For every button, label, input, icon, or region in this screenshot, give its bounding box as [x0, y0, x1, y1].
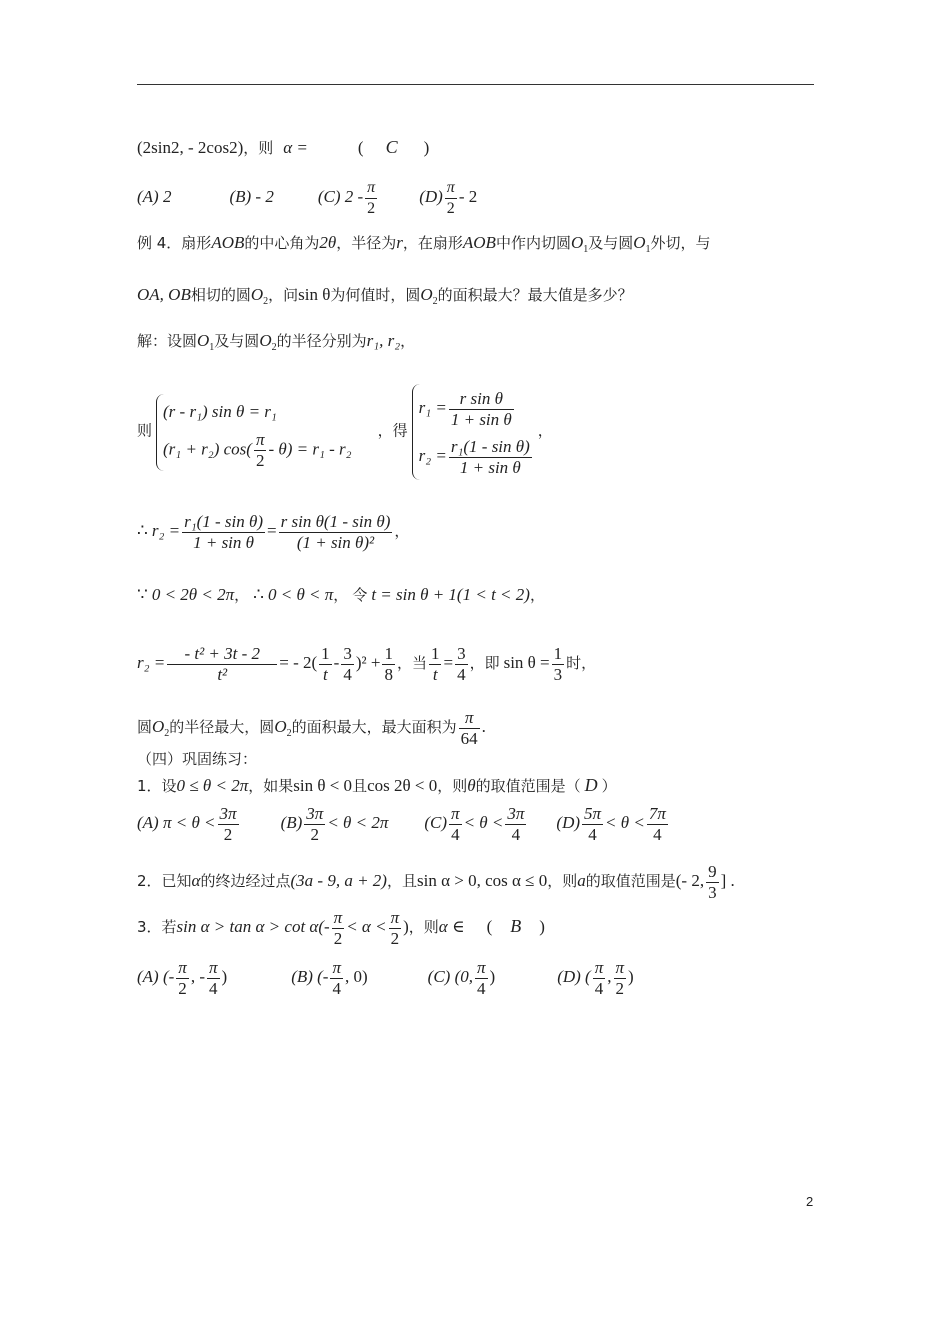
- text: ，: [400, 332, 416, 350]
- circle-o2: O: [250, 285, 264, 304]
- namely-text: ，即: [469, 654, 500, 673]
- option-c: (C) 2 -: [317, 187, 364, 207]
- exercise-3-options: [137, 958, 634, 999]
- text: ，且: [386, 872, 417, 891]
- comma: ，: [529, 586, 545, 604]
- exercise-1-options: [137, 804, 670, 845]
- fraction-1: $\frac{\text{r₁(1 - sin θ)}}{\text{1 + sin θ}}$: [184, 512, 264, 552]
- fraction: $\frac{\pi}{2}$: [615, 958, 625, 998]
- minus: -: [333, 653, 340, 673]
- equals: =: [443, 653, 454, 673]
- option-c: (C): [424, 813, 448, 833]
- paren: ): [221, 967, 228, 987]
- option-d: (D) (: [557, 967, 591, 987]
- equals: =: [267, 521, 277, 541]
- comma: ，: [394, 522, 410, 541]
- circle-o1: O: [197, 331, 210, 350]
- fraction: $\frac{\pi}{4}$: [208, 958, 218, 998]
- when-text: ，当: [396, 654, 427, 673]
- header-rule: [137, 84, 814, 85]
- exercise-2: [137, 862, 735, 903]
- answer-d: D: [584, 775, 598, 795]
- exercises-heading: [137, 748, 257, 771]
- example4-label: 例 4．扇形: [137, 234, 212, 252]
- example4-line2: OA, OB相切的圆$O_2$，问sin θ为何值时，圆$O_2$的面积最大？最大值是多少？: [137, 285, 633, 307]
- circle-o1: O: [633, 233, 646, 252]
- text: 3．若: [137, 918, 177, 937]
- text: ，则: [437, 777, 468, 795]
- option-d: (D): [556, 813, 581, 833]
- answer-range-end: ] .: [720, 871, 735, 891]
- r2-formula: r₂ = $\frac{\text{r₁(1 - sin θ)}}{\text{1 + sin θ}}$: [418, 436, 530, 477]
- fraction-1-over-3: $\frac{1}{3}$: [553, 644, 563, 684]
- condition-2: cos 2θ < 0: [367, 776, 438, 795]
- paren: ): [628, 967, 634, 987]
- text: ，则: [547, 872, 578, 891]
- text: 的面积最大？最大值是多少？: [437, 286, 633, 304]
- squared-plus: )² +: [355, 653, 381, 673]
- text: 的取值范围是: [585, 872, 676, 891]
- inequality-2: 0 < θ < π: [267, 585, 334, 604]
- question-continuation: [137, 136, 429, 160]
- fraction: $\frac{\pi}{4}$: [451, 804, 460, 844]
- sector-name: AOB: [462, 233, 496, 252]
- heading-text: （四）巩固练习：: [137, 750, 258, 768]
- derivation-line1: [137, 512, 409, 553]
- fraction: $\frac{\pi}{2}$: [333, 908, 343, 948]
- theta: θ: [467, 776, 476, 795]
- circle-o2: O: [152, 717, 165, 737]
- text: ，如果: [248, 777, 294, 795]
- example4-line1: 例 4．扇形AOB的中心角为2θ，半径为r，在扇形AOB中作内切圆$O_1$及与圆$O_1$外切，与: [137, 233, 711, 255]
- comma: ，: [537, 421, 553, 440]
- text: ，半径为: [336, 234, 397, 252]
- radius: r: [396, 233, 403, 252]
- text: 中作内切圆: [495, 234, 571, 252]
- fraction-1-over-t: $\frac{1}{t}$: [430, 644, 440, 684]
- alpha-in: α ∈: [438, 917, 465, 937]
- options-row: [137, 178, 477, 219]
- equation-system-right: [412, 384, 534, 480]
- circle-o2: O: [274, 717, 287, 737]
- text: 为何值时，圆: [330, 286, 421, 304]
- text: 的面积最大，最大面积为: [291, 718, 457, 737]
- get-text: ，得: [377, 421, 408, 440]
- paren: ): [489, 967, 496, 987]
- paren-open: (: [486, 917, 493, 937]
- text: 及与圆: [214, 332, 260, 350]
- text: 相切的圆: [190, 286, 251, 304]
- tangent-lines: OA, OB: [137, 285, 191, 304]
- fraction: $\frac{3\pi}{4}$: [507, 804, 525, 844]
- paren-open: (: [357, 138, 364, 157]
- r2-label: r₂ =: [137, 653, 166, 673]
- exercise-3: [137, 908, 545, 949]
- option-b: (B): [280, 813, 303, 833]
- therefore-symbol: ∴: [253, 585, 264, 604]
- sector-name: AOB: [211, 233, 245, 252]
- option-a: (A) (-: [137, 967, 175, 987]
- text: 的取值范围是（: [475, 777, 581, 795]
- radii: r₁, r₂: [366, 331, 401, 350]
- page-number: 2: [806, 1194, 814, 1209]
- option-c: (C) (0,: [427, 967, 473, 987]
- text: 2．已知: [137, 872, 192, 891]
- text: ，问: [268, 286, 299, 304]
- comma: ，: [333, 586, 349, 604]
- sin-equals: sin θ =: [503, 653, 550, 673]
- therefore-symbol: ∴: [137, 521, 148, 541]
- fraction-3-over-4: $\frac{3}{4}$: [343, 644, 352, 684]
- solution-label: 解：设圆: [137, 332, 198, 350]
- theta-range: 0 ≤ θ < 2π: [176, 776, 249, 795]
- t-definition: t = sin θ + 1(1 < t < 2): [371, 585, 530, 604]
- max-area-fraction: $\frac{\pi}{64}$: [460, 708, 478, 748]
- period: .: [481, 717, 486, 737]
- option-b: (B) (-: [291, 967, 329, 987]
- fraction-9-over-3: $\frac{9}{3}$: [708, 862, 717, 902]
- option-c-mid: < θ <: [463, 813, 504, 833]
- fraction-1-over-t: $\frac{1}{t}$: [321, 644, 330, 684]
- paren-close: ): [423, 138, 430, 157]
- option-a: (A) 2: [137, 187, 172, 207]
- text: 的半径分别为: [276, 332, 367, 350]
- option-d: (D): [419, 187, 443, 207]
- circle-o1: O: [570, 233, 584, 252]
- condition: sin α > 0, cos α ≤ 0: [416, 871, 548, 891]
- paren: ): [403, 917, 409, 937]
- text: 的半径最大，圆: [169, 718, 275, 737]
- fraction: $\frac{3\pi}{2}$: [219, 804, 237, 844]
- r2-label: r₂ =: [151, 521, 181, 541]
- text: 1．设: [137, 777, 177, 795]
- alpha-equals: α =: [283, 138, 308, 157]
- then-text: ，则: [243, 139, 274, 157]
- equation-1: (r - r₁) sin θ = r₁: [163, 401, 277, 421]
- fraction: $\frac{3\pi}{2}$: [306, 804, 324, 844]
- sin-theta: sin θ: [298, 285, 331, 304]
- fraction: $\frac{\pi}{4}$: [477, 958, 486, 998]
- fraction: $\frac{\pi}{2}$: [390, 908, 400, 948]
- fraction: $\frac{\pi}{2}$: [178, 958, 187, 998]
- answer-c: C: [385, 137, 398, 157]
- option-b-tail: , 0): [345, 967, 368, 987]
- text: 外切，与: [650, 234, 711, 252]
- derivation-line2: [137, 584, 545, 607]
- central-angle: 2θ: [319, 233, 337, 252]
- equation-2: (r₁ + r₂) cos( $\frac{\pi}{2}$ - θ) = r₁ - r₂: [163, 429, 352, 470]
- answer-b: B: [510, 916, 522, 937]
- point: (3a - 9, a + 2): [290, 871, 387, 891]
- conclusion-line: 圆$O_2$的半径最大，圆$O_2$的面积最大，最大面积为 $\frac{\pi}{64}$ .: [137, 708, 486, 748]
- derivation-line3: [137, 644, 596, 685]
- text: 的终边经过点: [200, 872, 291, 891]
- fraction-t: $\frac{\text{- t² + 3t - 2}}{\text{t²}}$: [167, 644, 277, 685]
- alpha: α: [191, 871, 201, 891]
- comma: ，: [234, 586, 250, 604]
- condition-1: sin θ < 0: [293, 776, 353, 795]
- condition: sin α > tan α > cot α(-: [176, 917, 330, 937]
- solution-line1: 解：设圆$O_1$及与圆$O_2$的半径分别为r₁, r₂，: [137, 331, 416, 353]
- fraction: $\frac{7\pi}{4}$: [648, 804, 666, 844]
- because-symbol: ∵: [137, 585, 148, 604]
- text: 且: [352, 777, 368, 795]
- time-text: 时，: [566, 654, 597, 673]
- expansion: = - 2(: [279, 653, 318, 673]
- r1-formula: r₁ = $\frac{\text{r sin θ}}{\text{1 + sin θ}}$: [418, 388, 512, 429]
- fraction-3-over-4: $\frac{3}{4}$: [457, 644, 466, 684]
- option-d-tail: - 2: [458, 187, 478, 207]
- fraction-2: $\frac{\text{r sin θ(1 - sin θ)}}{\text{(1 + sin θ)²}}$: [280, 512, 391, 552]
- option-a: (A) π < θ <: [137, 813, 216, 833]
- variable-a: a: [577, 871, 586, 891]
- option-d-mid: < θ <: [605, 813, 645, 833]
- text: ）: [601, 777, 617, 795]
- option-b: (B) - 2: [229, 187, 274, 207]
- circle-o2: O: [420, 285, 433, 304]
- fraction: $\frac{\pi}{4}$: [594, 958, 604, 998]
- circle-o2: O: [259, 331, 272, 350]
- option-b-tail: < θ < 2π: [327, 813, 389, 833]
- text: ，则: [408, 918, 439, 937]
- text: ，在扇形: [402, 234, 463, 252]
- answer-range: (- 2,: [675, 871, 705, 891]
- equation-system-left: [156, 394, 352, 471]
- exercise-1: [137, 774, 617, 798]
- inequality-1: 0 < 2θ < 2π: [151, 585, 235, 604]
- text: 的中心角为: [244, 234, 320, 252]
- fraction-pi-over-2: $\frac{\pi}{2}$: [367, 179, 376, 217]
- fraction-pi-over-2: $\frac{\pi}{2}$: [446, 179, 455, 217]
- fraction: $\frac{\pi}{4}$: [332, 958, 341, 998]
- fraction-1-over-8: $\frac{1}{8}$: [384, 644, 393, 684]
- less-than: < α <: [346, 917, 387, 937]
- text: 及与圆: [588, 234, 634, 252]
- comma: ,: [607, 967, 612, 987]
- option-a-mid: , -: [190, 967, 205, 987]
- equation-system-row: [137, 384, 553, 480]
- let-text: 令: [352, 586, 368, 604]
- point-expression: (2sin2, - 2cos2): [137, 138, 244, 157]
- fraction: $\frac{5\pi}{4}$: [584, 804, 602, 844]
- paren-close: ): [539, 917, 545, 937]
- then-text: 则: [137, 421, 153, 440]
- text: 圆: [137, 718, 153, 737]
